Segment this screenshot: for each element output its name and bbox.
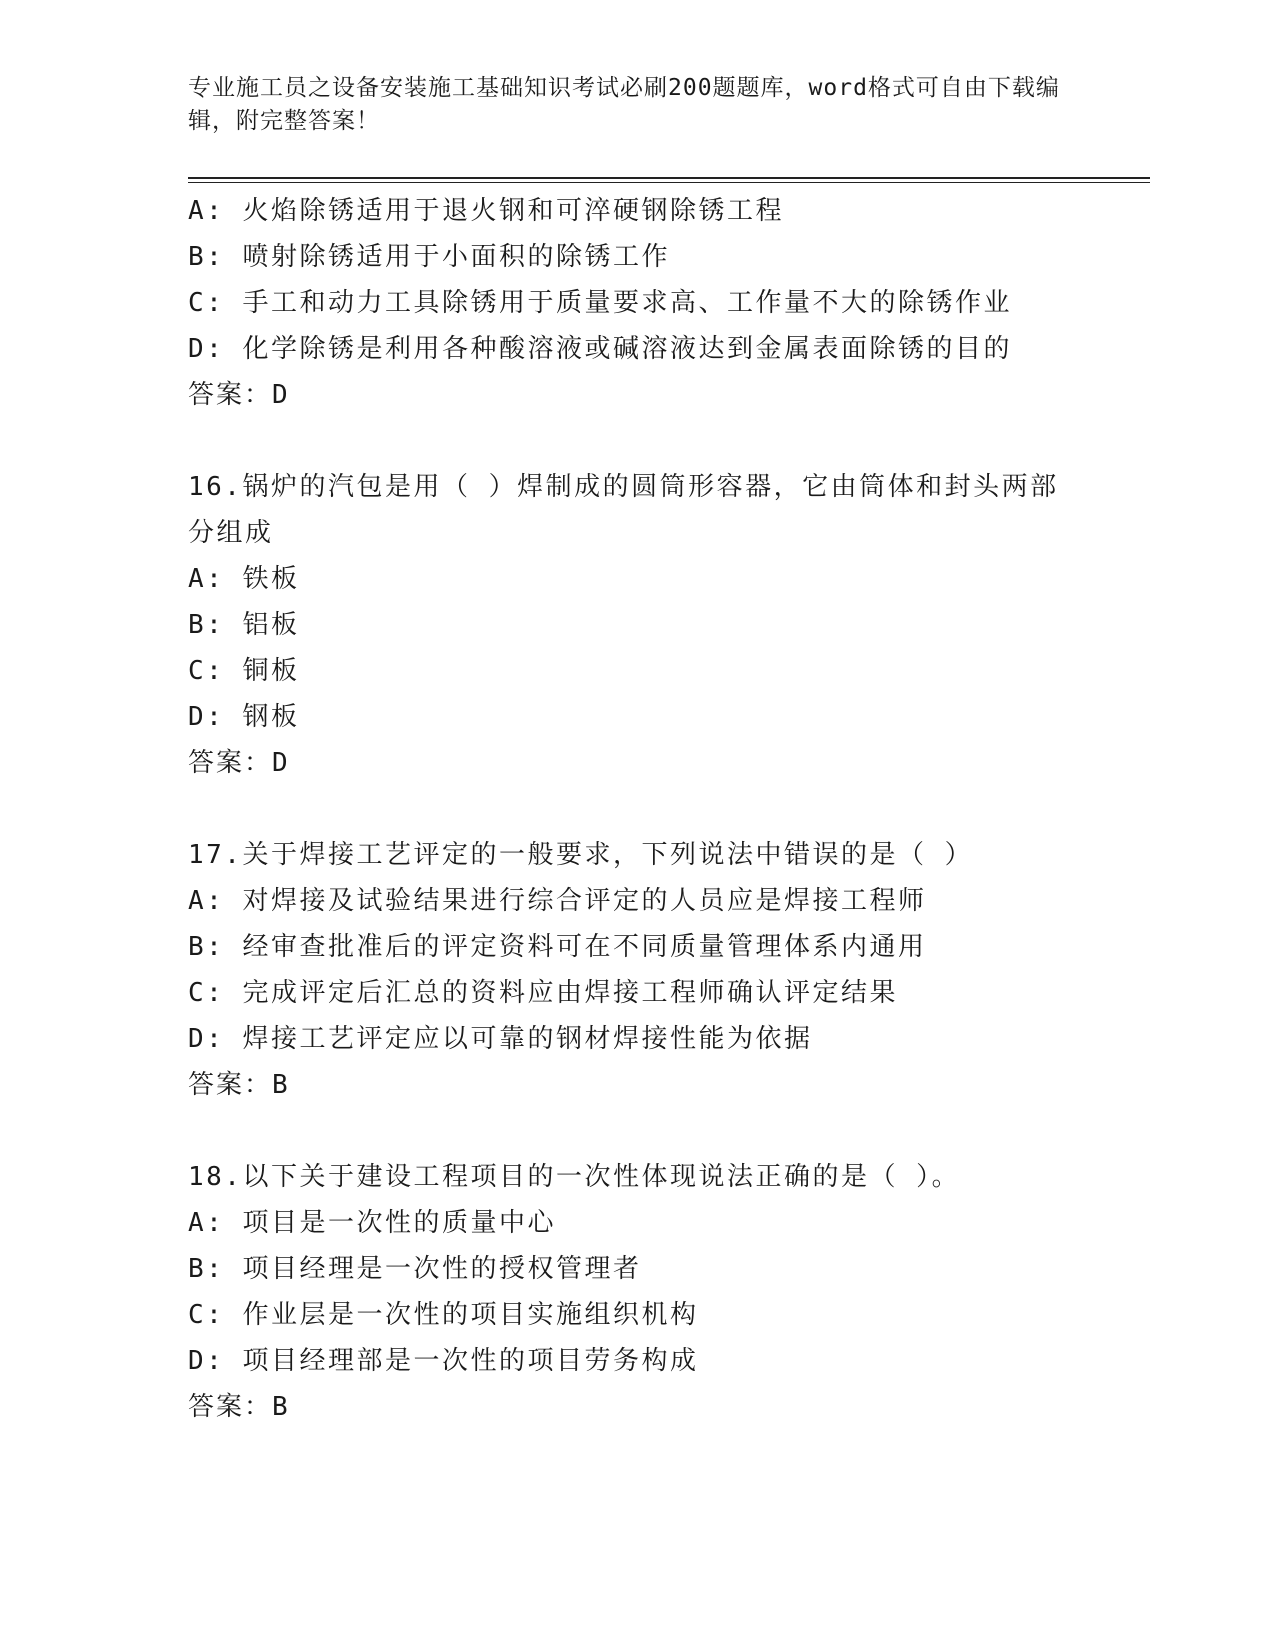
option-c: C: 完成评定后汇总的资料应由焊接工程师确认评定结果 xyxy=(188,978,898,1008)
option-a: A: 对焊接及试验结果进行综合评定的人员应是焊接工程师 xyxy=(188,886,927,916)
option-d: D: 焊接工艺评定应以可靠的钢材焊接性能为依据 xyxy=(188,1024,813,1054)
question-block xyxy=(188,832,1088,1108)
header-title: 专业施工员之设备安装施工基础知识考试必刷200题题库，word格式可自由下载编辑，附完整答案！ xyxy=(188,75,1060,134)
answer: 答案：D xyxy=(188,380,288,410)
answer: 答案：B xyxy=(188,1392,288,1422)
header-rule-thick xyxy=(188,177,1150,179)
answer: 答案：B xyxy=(188,1070,288,1100)
question-stem: 16.锅炉的汽包是用（ ）焊制成的圆筒形容器，它由筒体和封头两部分组成 xyxy=(188,472,1059,548)
option-b: B: 项目经理是一次性的授权管理者 xyxy=(188,1254,642,1284)
question-list xyxy=(188,188,1088,1430)
question-spacer xyxy=(188,786,1088,832)
question-stem: 17.关于焊接工艺评定的一般要求，下列说法中错误的是（ ） xyxy=(188,840,974,870)
option-c: C: 作业层是一次性的项目实施组织机构 xyxy=(188,1300,699,1330)
question-spacer xyxy=(188,1108,1088,1154)
document-header xyxy=(188,72,1068,138)
option-b: B: 经审查批准后的评定资料可在不同质量管理体系内通用 xyxy=(188,932,927,962)
option-d: D: 化学除锈是利用各种酸溶液或碱溶液达到金属表面除锈的目的 xyxy=(188,334,1012,364)
answer: 答案：D xyxy=(188,748,288,778)
option-c: C: 手工和动力工具除锈用于质量要求高、工作量不大的除锈作业 xyxy=(188,288,1012,318)
option-d: D: 项目经理部是一次性的项目劳务构成 xyxy=(188,1346,699,1376)
option-a: A: 火焰除锈适用于退火钢和可淬硬钢除锈工程 xyxy=(188,196,784,226)
option-b: B: 喷射除锈适用于小面积的除锈工作 xyxy=(188,242,670,272)
option-c: C: 铜板 xyxy=(188,656,300,686)
question-stem: 18.以下关于建设工程项目的一次性体现说法正确的是（ ）。 xyxy=(188,1162,961,1192)
question-spacer xyxy=(188,418,1088,464)
option-d: D: 钢板 xyxy=(188,702,300,732)
question-block xyxy=(188,1154,1088,1430)
question-block xyxy=(188,464,1088,786)
option-a: A: 铁板 xyxy=(188,564,300,594)
option-a: A: 项目是一次性的质量中心 xyxy=(188,1208,556,1238)
question-block xyxy=(188,188,1088,418)
header-rule-thin xyxy=(188,182,1150,183)
option-b: B: 铝板 xyxy=(188,610,300,640)
